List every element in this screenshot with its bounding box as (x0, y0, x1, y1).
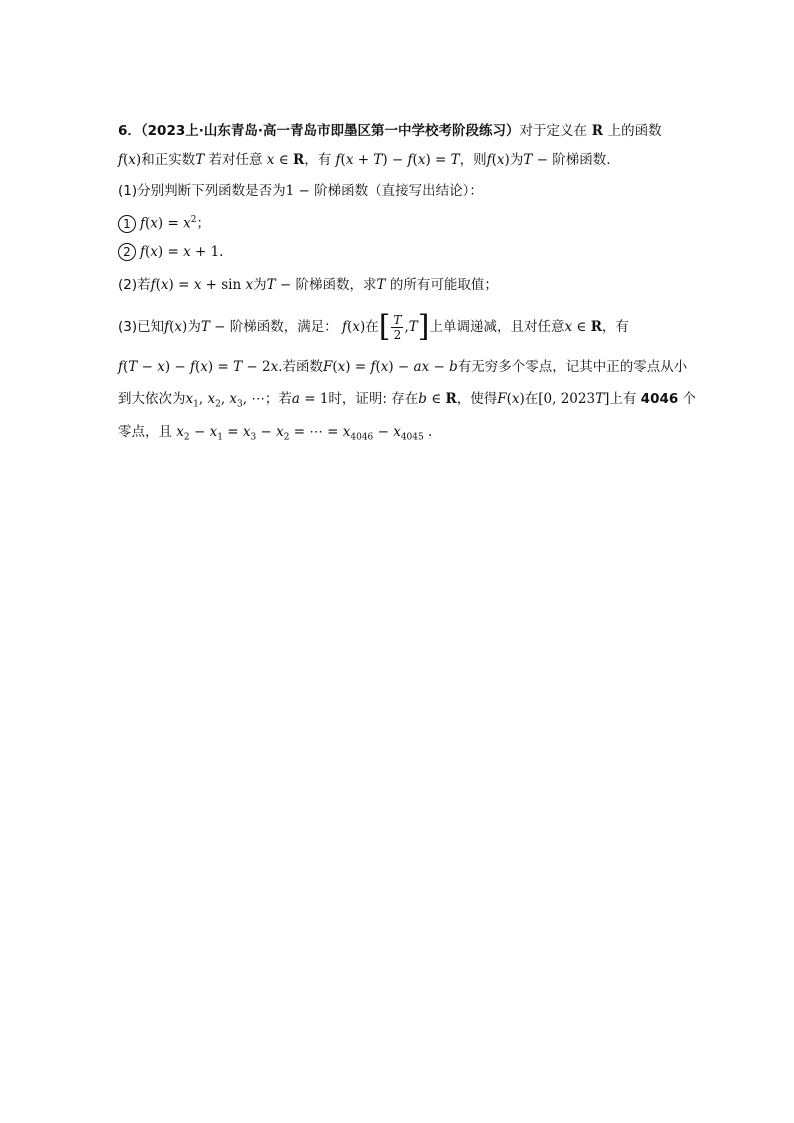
question-2: (2)若f(x) = x + sin x为T − 阶梯函数，求T 的所有可能取值； (118, 277, 498, 293)
text-seg: ，有 (304, 152, 332, 168)
text-seg: ，则 (459, 152, 487, 168)
text-seg: ，有 (601, 319, 629, 335)
text-seg: 有无穷多个零点，记其中正的零点从小 (457, 359, 688, 375)
text-seg: 在 (365, 319, 379, 335)
problem-source: （2023上·山东青岛·高一青岛市即墨区第一中学校考阶段练习） (140, 123, 520, 139)
problem-line-8: f(T − x) − f(x) = T − 2x.若函数F(x) = f(x) − ax − b有无穷多个零点，记其中正的零点从小 (118, 359, 688, 375)
intro-text: 对于定义在 (519, 123, 587, 139)
text-seg: ；若 (264, 391, 292, 407)
problem-line-2: f(x)和正实数T 若对任意 x ∈ R，有 f(x + T) − f(x) = T，则f(x)为T − 阶梯函数. (118, 152, 611, 168)
problem-number: 6． (118, 123, 141, 139)
q1-label: (1)分别判断下列函数是否为 (118, 183, 286, 199)
text-seg: .若函数 (278, 359, 323, 375)
text-seg: 为 (187, 319, 201, 335)
text-seg: 和正实数 (141, 152, 196, 168)
text-seg: 的所有可能取值； (389, 277, 498, 293)
text-seg: 若对任意 (208, 152, 263, 168)
text-seg: 到大依次为 (118, 391, 186, 407)
text-seg: 个 (682, 391, 697, 407)
text-seg: 在 (524, 391, 539, 407)
q3-label: (3)已知 (118, 319, 165, 335)
problem-line-10: 零点，且 $x_2 - x_1 = x_3 - x_2$ = ⋯ = $x_{4046} - x_{4045}$ . (118, 424, 433, 443)
text-seg: 零点，且 (118, 424, 172, 440)
intro-text-2: 上的函数 (607, 123, 662, 139)
text-seg: 上有 (609, 391, 637, 407)
text-seg: 为 (509, 152, 524, 168)
text-seg: ，使得 (456, 391, 498, 407)
text-seg: 时，证明: 存在 (328, 391, 419, 407)
q2-label: (2)若 (118, 277, 151, 293)
q1-tail: 阶梯函数（直接写出结论）： (314, 183, 483, 199)
text-seg: 阶梯函数. (552, 152, 611, 168)
text-seg: 为 (253, 277, 267, 293)
item-marker: 2 (118, 243, 136, 261)
question-1-item-1: 1 $f(x) = x^2$； (118, 210, 210, 234)
zero-count: 4046 (640, 391, 679, 407)
question-1-item-2: 2 f(x) = x + 1. (118, 242, 223, 262)
text-seg: 阶梯函数，求 (295, 277, 377, 293)
question-1: (1)分别判断下列函数是否为1 − 阶梯函数（直接写出结论）： (118, 183, 483, 199)
text-seg: 阶梯函数，满足： (229, 319, 338, 335)
question-3: (3)已知f(x)为T − 阶梯函数，满足： f(x)在[ $\frac{T}{2}$ ,T]上单调递减，且对任意x ∈ R，有 (118, 309, 629, 344)
item-marker: 1 (118, 215, 136, 233)
problem-line-9: 到大依次为$x_1$, $x_2$, $x_3$, ⋯；若a = 1时，证明: 存在b ∈ R，使得F(x)在[0, 2023T]上有 4046 个 (118, 391, 697, 410)
text-seg: 上单调递减，且对任意 (429, 319, 565, 335)
problem-line-1: 6．（2023上·山东青岛·高一青岛市即墨区第一中学校考阶段练习）对于定义在 R 上的函数 (118, 123, 662, 139)
